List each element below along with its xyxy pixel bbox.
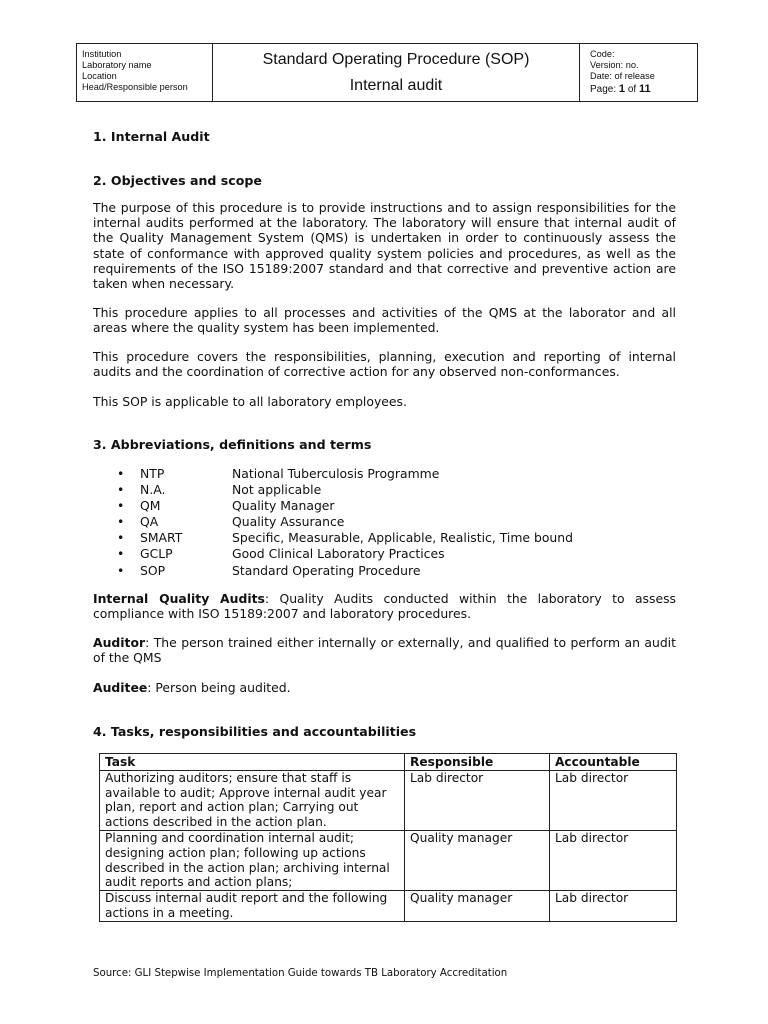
header-title-cell xyxy=(213,44,580,101)
accountable-cell: Lab director xyxy=(550,830,677,890)
list-item xyxy=(117,498,573,514)
page-of: of xyxy=(627,84,637,95)
header-date: Date: of release xyxy=(590,71,655,81)
definition-text: : The person trained either internally or externally, and qualified to perform an audit of the QMS xyxy=(93,635,676,666)
responsible-cell: Quality manager xyxy=(405,891,550,922)
header-institution: Institution xyxy=(82,49,122,59)
header-head-person: Head/Responsible person xyxy=(82,82,188,92)
table-header-row xyxy=(100,754,677,771)
task-cell: Authorizing auditors; ensure that staff is available to audit; Approve internal audit year plan, report and action plan; Carrying out actions described in the action plan. xyxy=(100,770,405,830)
abbr-term: NTP xyxy=(140,466,165,481)
list-item xyxy=(117,563,573,579)
table-row xyxy=(100,830,677,890)
header-meta xyxy=(580,44,697,101)
paragraph-purpose: The purpose of this procedure is to provide instructions and to assign responsibilities for the internal audits performed at the laboratory. The laboratory will ensure that internal audit of the Quality Management System (QMS) is undertaken in order to continuously assess the state of conformance with approved quality system policies and procedures, as well as the requirements of the ISO 15189:2007 standard and that corrective and preventive action are taken when necessary. xyxy=(93,200,676,292)
abbr-meaning: National Tuberculosis Programme xyxy=(232,466,440,481)
list-item xyxy=(117,546,573,562)
abbr-meaning: Quality Assurance xyxy=(232,514,345,530)
list-item xyxy=(117,466,573,482)
abbr-term: QM xyxy=(140,498,161,514)
abbr-term: SMART xyxy=(140,530,183,546)
abbr-meaning: Quality Manager xyxy=(232,498,335,514)
header-lab-name: Laboratory name xyxy=(82,60,152,70)
paragraph-applicable: This SOP is applicable to all laboratory employees. xyxy=(93,394,407,409)
list-item xyxy=(117,530,573,546)
header-institution-info xyxy=(77,44,213,101)
definition-text: : Quality Audits conducted within the laboratory to assess compliance with ISO 15189:2007 and laboratory procedures. xyxy=(93,591,676,622)
bullet-icon: • xyxy=(117,514,125,530)
bullet-icon: • xyxy=(117,562,125,578)
responsibilities-table xyxy=(99,753,677,922)
section-2-heading: 2. Objectives and scope xyxy=(93,173,262,188)
list-item xyxy=(117,514,573,530)
bullet-icon: • xyxy=(117,546,125,562)
page-number: 1 xyxy=(618,83,626,95)
abbr-meaning: Not applicable xyxy=(232,482,322,498)
sop-subtitle: Internal audit xyxy=(349,77,443,94)
definition-term: Auditor xyxy=(93,635,146,650)
abbr-term: N.A. xyxy=(140,482,166,498)
header-page-indicator xyxy=(590,84,697,95)
definition-term: Auditee xyxy=(93,680,148,695)
source-footer: Source: GLI Stepwise Implementation Guide towards TB Laboratory Accreditation xyxy=(93,968,508,979)
section-3-heading: 3. Abbreviations, definitions and terms xyxy=(93,437,372,452)
abbr-term: GCLP xyxy=(140,546,173,562)
responsible-cell: Lab director xyxy=(405,770,550,830)
section-1-heading: 1. Internal Audit xyxy=(93,129,210,144)
responsible-cell: Quality manager xyxy=(405,830,550,890)
abbreviation-list xyxy=(117,466,573,579)
column-header-accountable: Accountable xyxy=(550,754,677,771)
bullet-icon: • xyxy=(117,482,125,498)
definition-internal-quality-audits xyxy=(93,591,676,621)
abbr-meaning: Standard Operating Procedure xyxy=(232,562,421,578)
task-cell: Discuss internal audit report and the following actions in a meeting. xyxy=(100,891,405,922)
abbr-term: QA xyxy=(140,514,159,530)
section-4-heading: 4. Tasks, responsibilities and accountabilities xyxy=(93,724,417,739)
sop-header-box xyxy=(76,43,698,102)
sop-title: Standard Operating Procedure (SOP) xyxy=(262,51,530,68)
definition-auditee xyxy=(93,680,676,695)
page-prefix: Page: xyxy=(590,84,617,95)
column-header-responsible: Responsible xyxy=(405,754,550,771)
definition-term: Internal Quality Audits xyxy=(93,591,265,606)
abbr-meaning: Specific, Measurable, Applicable, Realistic, Time bound xyxy=(232,530,573,546)
table-row xyxy=(100,891,677,922)
definition-auditor xyxy=(93,635,676,665)
abbr-term: SOP xyxy=(140,562,166,578)
page-total: 11 xyxy=(638,83,651,95)
header-version: Version: no. xyxy=(590,60,639,70)
bullet-icon: • xyxy=(117,498,125,514)
bullet-icon: • xyxy=(117,466,125,481)
abbr-meaning: Good Clinical Laboratory Practices xyxy=(232,546,445,562)
accountable-cell: Lab director xyxy=(550,770,677,830)
list-item xyxy=(117,482,573,498)
header-code: Code: xyxy=(590,49,615,59)
paragraph-covers: This procedure covers the responsibilities, planning, execution and reporting of internal audits and the coordination of corrective action for any observed non-conformances. xyxy=(93,349,676,380)
column-header-task: Task xyxy=(100,754,405,771)
definition-text: : Person being audited. xyxy=(147,680,291,695)
header-location: Location xyxy=(82,71,117,81)
accountable-cell: Lab director xyxy=(550,891,677,922)
table-row xyxy=(100,770,677,830)
task-cell: Planning and coordination internal audit; designing action plan; following up actions described in the action plan; archiving internal audit reports and action plans; xyxy=(100,830,405,890)
bullet-icon: • xyxy=(117,530,125,546)
paragraph-applies: This procedure applies to all processes and activities of the QMS at the laborator and all areas where the quality system has been implemented. xyxy=(93,305,676,336)
